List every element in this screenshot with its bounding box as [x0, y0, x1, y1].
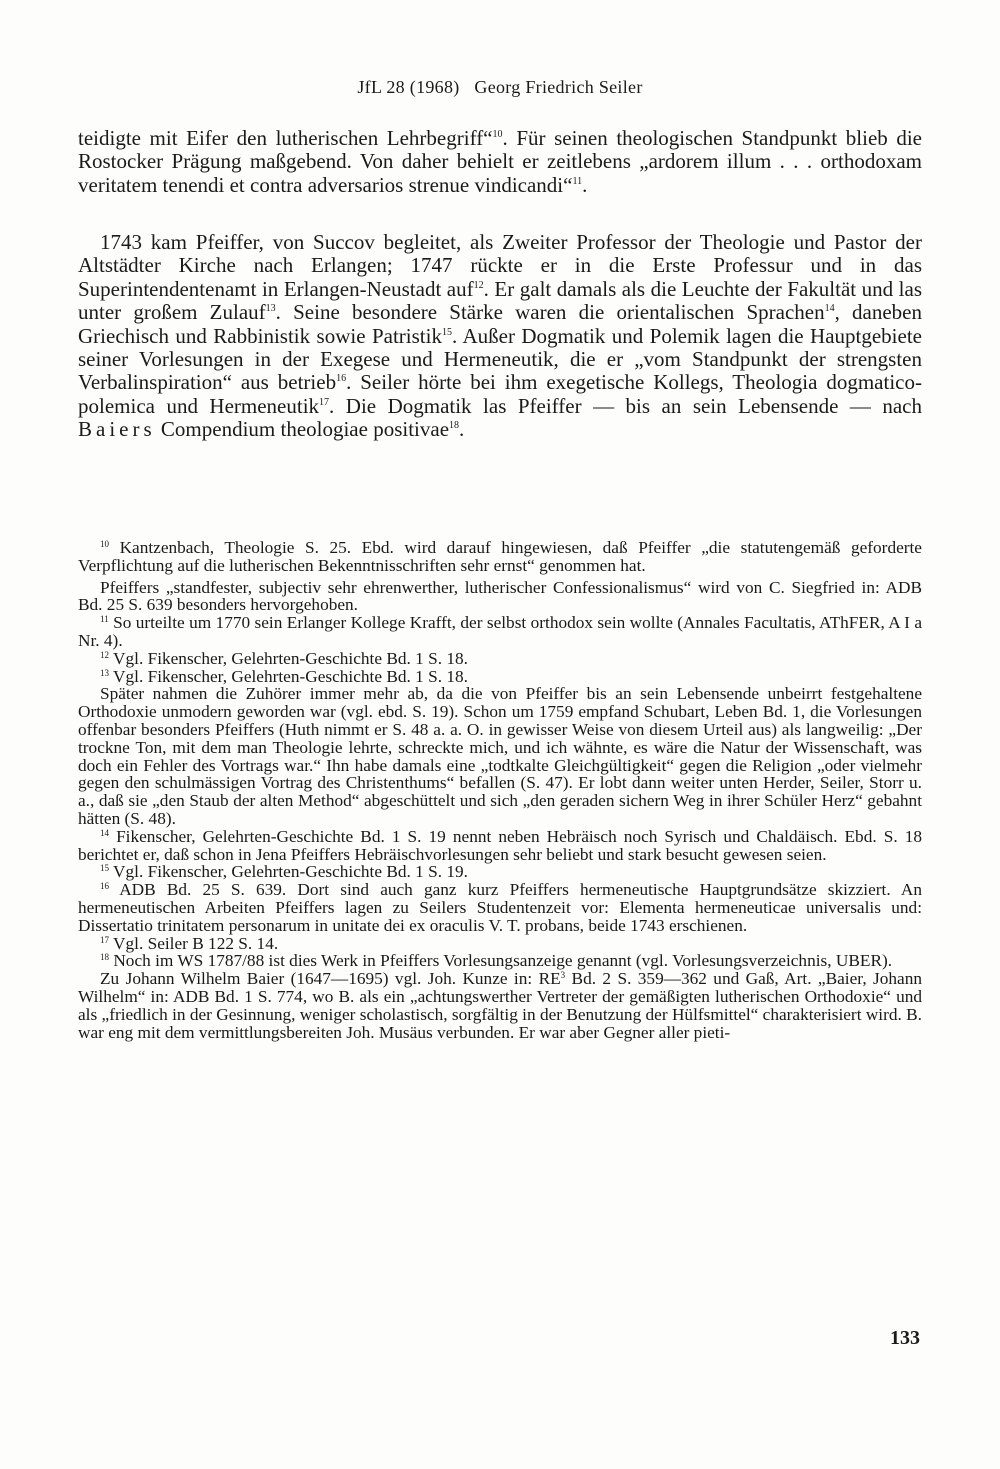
footnote-ref-16[interactable]: 16	[336, 373, 347, 385]
footnote-15: $^{15}$ Vgl. Fikenscher, Gelehrten-Geschichte Bd. 1 S. 19.	[100, 862, 468, 882]
footnote-ref-15[interactable]: 15	[441, 326, 452, 338]
footnote-ref-18[interactable]: 18	[449, 420, 460, 432]
body-paragraph-2: 1743 kam Pfeiffer, von Succov begleitet, als Zweiter Professor der Theologie und Pastor der Altstädter Kirche nach Erlangen; 1747 rückte er in die Erste Professur und in das Superintendentenamt in Erlangen-Neustadt auf$^{12}$. Er galt damals als die Leuchte der Fakultät und las unter großem Zulauf$^{13}$. Seine besondere Stärke waren die orientalischen Sprachen$^{14}$, daneben Griechisch und Rabbinistik sowie Patristik$^{15}$. Außer Dogmatik und Polemik lagen die Hauptgebiete seiner Vorlesungen in der Exegese und Hermeneutik, die er „vom Standpunkt der strengsten Verbalinspiration“ aus betrieb$^{16}$. Seiler hörte bei ihm exegetische Kollegs, Theologia dogmatico-polemica und Hermeneutik$^{17}$. Die Dogmatik las Pfeiffer — bis an sein Lebensende — nach Baiers Compendium theologiae positivae$^{18}$.	[78, 230, 922, 442]
footnote-13: $^{13}$ Vgl. Fikenscher, Gelehrten-Geschichte Bd. 1 S. 18.	[100, 666, 468, 686]
page-number: 133	[890, 1327, 920, 1349]
footnote-13-continuation: Später nahmen die Zuhörer immer mehr ab, da die von Pfeiffer bis an sein Lebensende unbeirrt festgehaltene Orthodoxie unmodern geworden war (vgl. ebd. S. 19). Schon um 1759 empfand Schubart, Leben Bd. 1, die Vorlesungen offenbar besonders Pfeiffers (Huth nimmt er S. 48 a. a. O. in gewisser Weise von diesem Urteil aus) als langweilig: „Der trockne Ton, mit dem man Theologie lehrte, schreckte mich, und ich wähnte, es wäre die Natur der Wissenschaft, was doch ein Fehler des Vortrags war.“ Ihn habe damals eine „todtkalte Gleichgültigkeit“ gegen die Religion „oder vielmehr gegen den schulmässigen Vortrag des Christenthums“ befallen (S. 47). Er lobt dann weiter unten Herder, Seiler, Storr u. a., daß sie „den Staub der alten Method“ abgeschüttelt und sich „den geraden sichern Weg in ihrer Schüler Herz“ gebahnt hätten (S. 48).	[78, 684, 922, 828]
article-author: Georg Friedrich Seiler	[474, 77, 643, 97]
footnote-18: $^{18}$ Noch im WS 1787/88 ist dies Werk in Pfeiffers Vorlesungsanzeige genannt (vgl. Vorlesungsverzeichnis, UBER).	[100, 951, 893, 971]
footnote-11: $^{11}$ So urteilte um 1770 sein Erlanger Kollege Krafft, der selbst orthodox sein wollte (Annales Facultatis, AThFER, A I a Nr. 4).	[78, 613, 922, 650]
footnote-ref-17[interactable]: 17	[319, 396, 330, 408]
footnote-ref-12[interactable]: 12	[473, 279, 484, 291]
footnote-12: $^{12}$ Vgl. Fikenscher, Gelehrten-Geschichte Bd. 1 S. 18.	[100, 648, 468, 668]
footnote-ref-13[interactable]: 13	[265, 303, 276, 315]
footnote-17: $^{17}$ Vgl. Seiler B 122 S. 14.	[100, 933, 279, 953]
spaced-name-baiers: Baiers	[78, 417, 156, 442]
footnote-ref-14[interactable]: 14	[824, 303, 835, 315]
footnote-14: $^{14}$ Fikenscher, Gelehrten-Geschichte Bd. 1 S. 19 nennt neben Hebräisch noch Syrisch und Chaldäisch. Ebd. S. 18 berichtet er, daß schon in Jena Pfeiffers Hebräischvorlesungen sehr beliebt und stark besucht gewesen seien.	[78, 826, 922, 864]
footnote-16: $^{16}$ ADB Bd. 25 S. 639. Dort sind auch ganz kurz Pfeiffers hermeneutische Hauptgrundsätze skizziert. An hermeneutischen Arbeiten Pfeiffers lagen zu Seilers Studentenzeit vor: Elementa hermeneuticae universalis und: Dissertatio trinitatem personarum in unitate dei ex oraculis V. T. probans, beide 1743 erschienen.	[78, 880, 922, 935]
running-head	[0, 77, 1000, 98]
footnote-ref-10[interactable]: 10	[492, 129, 503, 140]
journal-reference: JfL 28 (1968)	[357, 77, 460, 97]
footnotes	[78, 539, 922, 1041]
footnote-10-continuation: Pfeiffers „standfester, subjectiv sehr ehrenwerther, lutherischer Confessionalismus“ wird von C. Siegfried in: ADB Bd. 25 S. 639 besonders hervorgehoben.	[78, 577, 922, 615]
footnote-10: $^{10}$ Kantzenbach, Theologie S. 25. Ebd. wird darauf hingewiesen, daß Pfeiffer „die statutengemäß geforderte Verpflichtung auf die lutherischen Bekenntnisschriften sehr ernst“ genommen hat.	[78, 538, 922, 575]
footnote-ref-11[interactable]: 11	[572, 175, 583, 187]
body-paragraph-1: teidigte mit Eifer den lutherischen Lehrbegriff“$^{10}$. Für seinen theologischen Standpunkt blieb die Rostocker Prägung maßgebend. Von daher behielt er zeitlebens „ardorem illum . . . orthodoxam veritatem tenendi et contra adversarios strenue vindicandi“$^{11}$.	[78, 126, 922, 197]
footnote-18-continuation: Zu Johann Wilhelm Baier (1647—1695) vgl. Joh. Kunze in: $RE^3$ Bd. 2 S. 359—362 und Gaß, Art. „Baier, Johann Wilhelm“ in: ADB Bd. 1 S. 774, wo B. als ein „achtungswerther Vertreter der gemäßigten lutherischen Orthodoxie“ und als „friedlich in der Gesinnung, weniger scholastisch, sorgfältig in der Benutzung der Hülfsmittel“ charakterisiert wird. B. war eng mit dem vermittlungsbereiten Joh. Musäus verbunden. Er war aber Gegner aller pieti-	[78, 969, 922, 1042]
